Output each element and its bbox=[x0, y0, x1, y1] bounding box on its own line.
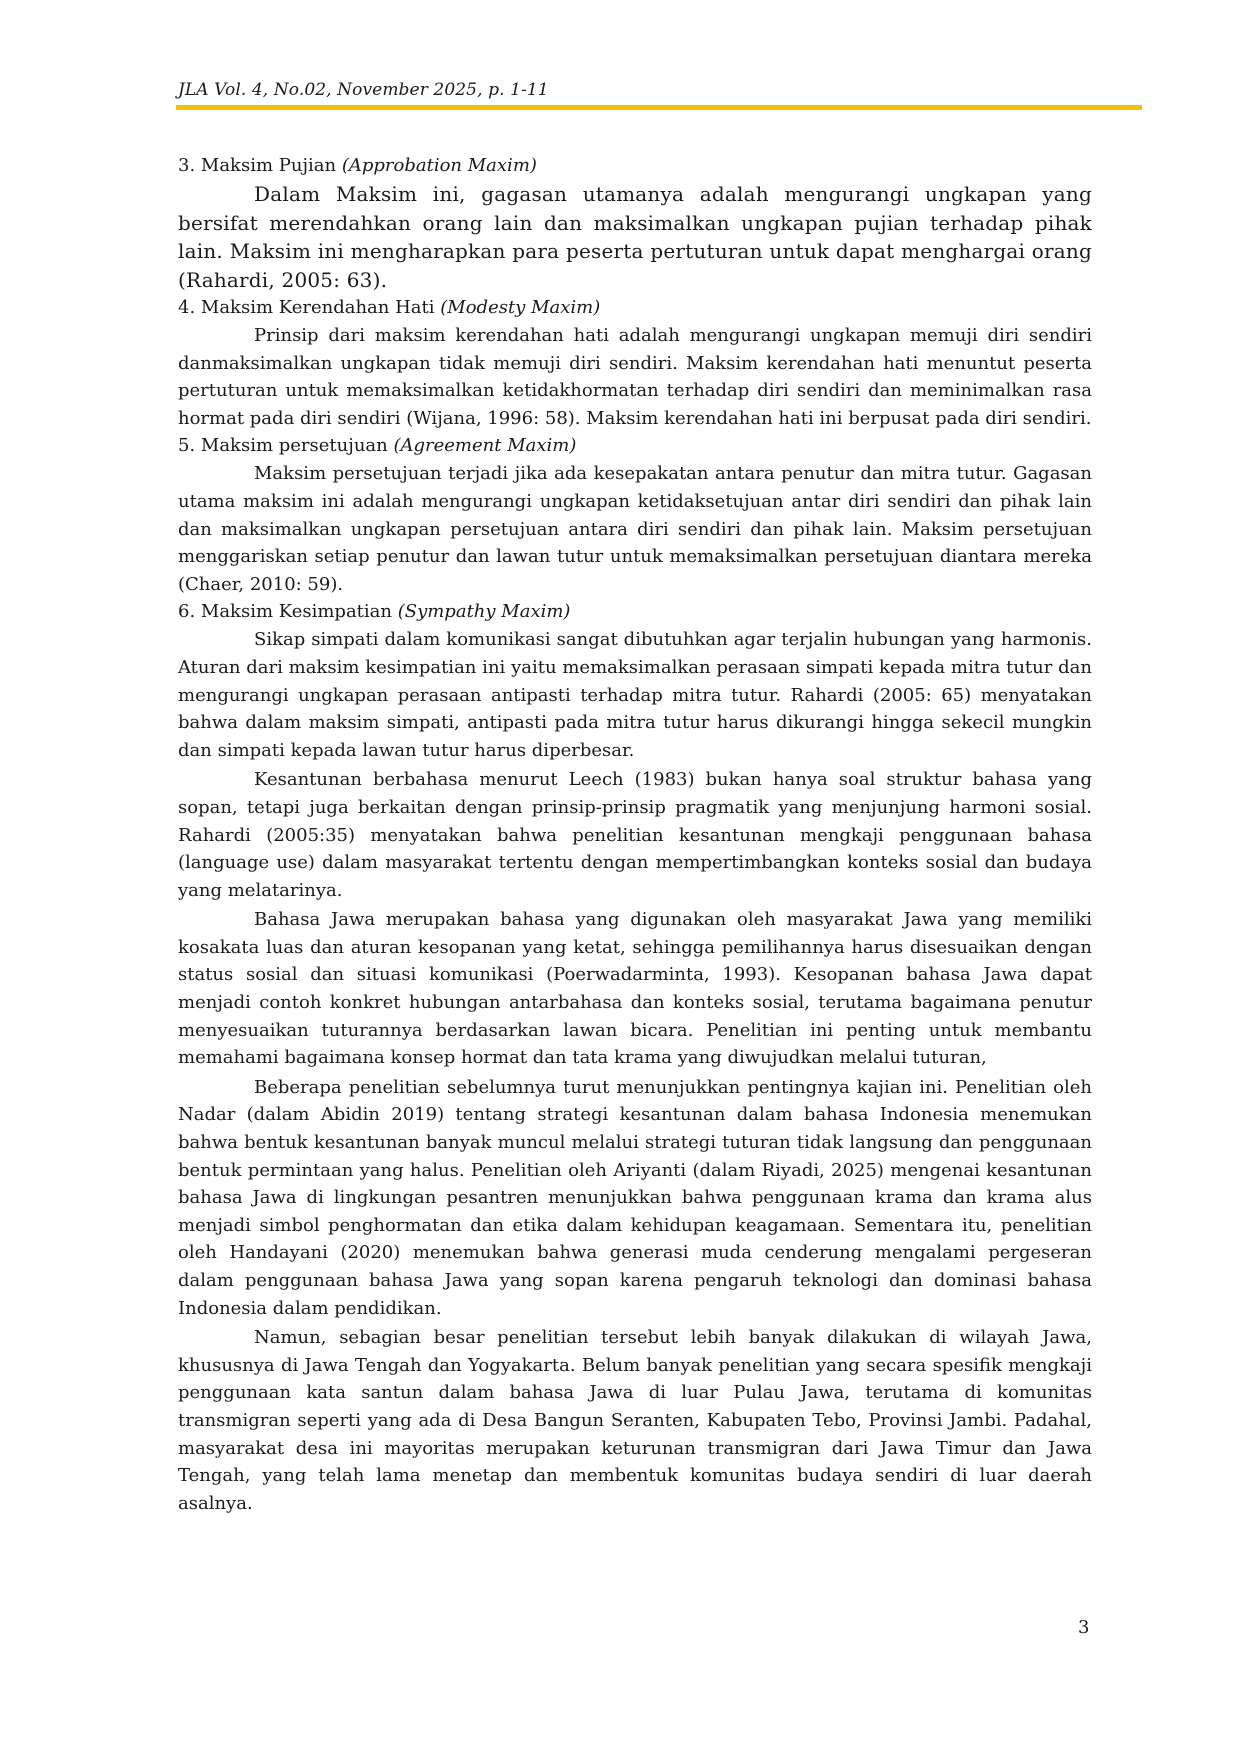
heading-italic-text: (Sympathy Maxim) bbox=[397, 601, 571, 623]
page-body bbox=[178, 152, 1092, 1517]
heading-text: 6. Maksim Kesimpatian bbox=[178, 601, 398, 623]
page-number: 3 bbox=[1078, 1617, 1090, 1638]
section-heading-agreement bbox=[178, 432, 1092, 460]
paragraph-previous-research: Beberapa penelitian sebelumnya turut menunjukkan pentingnya kajian ini. Penelitian oleh Nadar (dalam Abidin 2019) tentang strategi kesantunan dalam bahasa Indonesia menemukan bahwa bentuk kesantunan banyak muncul melalui strategi tuturan tidak langsung dan penggunaan bentuk permintaan yang halus. Penelitian oleh Ariyanti (dalam Riyadi, 2025) mengenai kesantunan bahasa Jawa di lingkungan pesantren menunjukkan bahwa penggunaan krama dan krama alus menjadi simbol penghormatan dan etika dalam kehidupan keagamaan. Sementara itu, penelitian oleh Handayani (2020) menemukan bahwa generasi muda cenderung mengalami pergeseran dalam penggunaan bahasa Jawa yang sopan karena pengaruh teknologi dan dominasi bahasa Indonesia dalam pendidikan. bbox=[178, 1076, 1092, 1319]
journal-header: JLA Vol. 4, No.02, November 2025, p. 1-11 bbox=[178, 80, 549, 100]
heading-text: 3. Maksim Pujian bbox=[178, 155, 342, 176]
section-heading-approbation bbox=[178, 152, 1092, 180]
paragraph-javanese-language: Bahasa Jawa merupakan bahasa yang digunakan oleh masyarakat Jawa yang memiliki kosakata luas dan aturan kesopanan yang ketat, sehingga pemilihannya harus disesuaikan dengan status sosial dan situasi komunikasi (Poerwadarminta, 1993). Kesopanan bahasa Jawa dapat menjadi contoh konkret hubungan antarbahasa dan konteks sosial, terutama bagaimana penutur menyesuaikan tuturannya berdasarkan lawan bicara. Penelitian ini penting untuk membantu memahami bagaimana konsep hormat dan tata krama yang diwujudkan melalui tuturan, bbox=[178, 909, 1092, 1069]
section-body-approbation: Dalam Maksim ini, gagasan utamanya adalah mengurangi ungkapan yang bersifat merendahkan orang lain dan maksimalkan ungkapan pujian terhadap pihak lain. Maksim ini mengharapkan para peserta pertuturan untuk dapat menghargai orang (Rahardi, 2005: 63). bbox=[178, 182, 1092, 292]
section-heading-modesty bbox=[178, 294, 1092, 322]
header-rule bbox=[176, 105, 1142, 110]
heading-text: 4. Maksim Kerendahan Hati bbox=[178, 297, 441, 318]
heading-italic-text: (Modesty Maxim) bbox=[440, 297, 601, 318]
paragraph-research-gap: Namun, sebagian besar penelitian tersebut lebih banyak dilakukan di wilayah Jawa, khususnya di Jawa Tengah dan Yogyakarta. Belum banyak penelitian yang secara spesifik mengkaji penggunaan kata santun dalam bahasa Jawa di luar Pulau Jawa, terutama di komunitas transmigran seperti yang ada di Desa Bangun Seranten, Kabupaten Tebo, Provinsi Jambi. Padahal, masyarakat desa ini mayoritas merupakan keturunan transmigran dari Jawa Timur dan Jawa Tengah, yang telah lama menetap dan membentuk komunitas budaya sendiri di luar daerah asalnya. bbox=[178, 1327, 1092, 1514]
section-body-modesty: Prinsip dari maksim kerendahan hati adalah mengurangi ungkapan memuji diri sendiri danmaksimalkan ungkapan tidak memuji diri sendiri. Maksim kerendahan hati menuntut peserta pertuturan untuk memaksimalkan ketidakhormatan terhadap diri sendiri dan meminimalkan rasa hormat pada diri sendiri (Wijana, 1996: 58). Maksim kerendahan hati ini berpusat pada diri sendiri. bbox=[178, 325, 1092, 429]
heading-text: 5. Maksim persetujuan bbox=[178, 435, 394, 457]
paragraph-politeness-leech: Kesantunan berbahasa menurut Leech (1983) bukan hanya soal struktur bahasa yang sopan, tetapi juga berkaitan dengan prinsip-prinsip pragmatik yang menjunjung harmoni sosial. Rahardi (2005:35) menyatakan bahwa penelitian kesantunan mengkaji penggunaan bahasa (language use) dalam masyarakat tertentu dengan mempertimbangkan konteks sosial dan budaya yang melatarinya. bbox=[178, 769, 1092, 901]
section-body-agreement: Maksim persetujuan terjadi jika ada kesepakatan antara penutur dan mitra tutur. Gagasan utama maksim ini adalah mengurangi ungkapan ketidaksetujuan antar diri sendiri dan pihak lain dan maksimalkan ungkapan persetujuan antara diri sendiri dan pihak lain. Maksim persetujuan menggariskan setiap penutur dan lawan tutur untuk memaksimalkan persetujuan diantara mereka (Chaer, 2010: 59). bbox=[178, 463, 1092, 595]
section-body-sympathy: Sikap simpati dalam komunikasi sangat dibutuhkan agar terjalin hubungan yang harmonis. Aturan dari maksim kesimpatian ini yaitu memaksimalkan perasaan simpati kepada mitra tutur dan mengurangi ungkapan perasaan antipasti terhadap mitra tutur. Rahardi (2005: 65) menyatakan bahwa dalam maksim simpati, antipasti pada mitra tutur harus dikurangi hingga sekecil mungkin dan simpati kepada lawan tutur harus diperbesar. bbox=[178, 629, 1092, 761]
section-heading-sympathy bbox=[178, 598, 1092, 626]
heading-italic-text: (Agreement Maxim) bbox=[393, 435, 577, 457]
heading-italic-text: (Approbation Maxim) bbox=[341, 155, 537, 176]
